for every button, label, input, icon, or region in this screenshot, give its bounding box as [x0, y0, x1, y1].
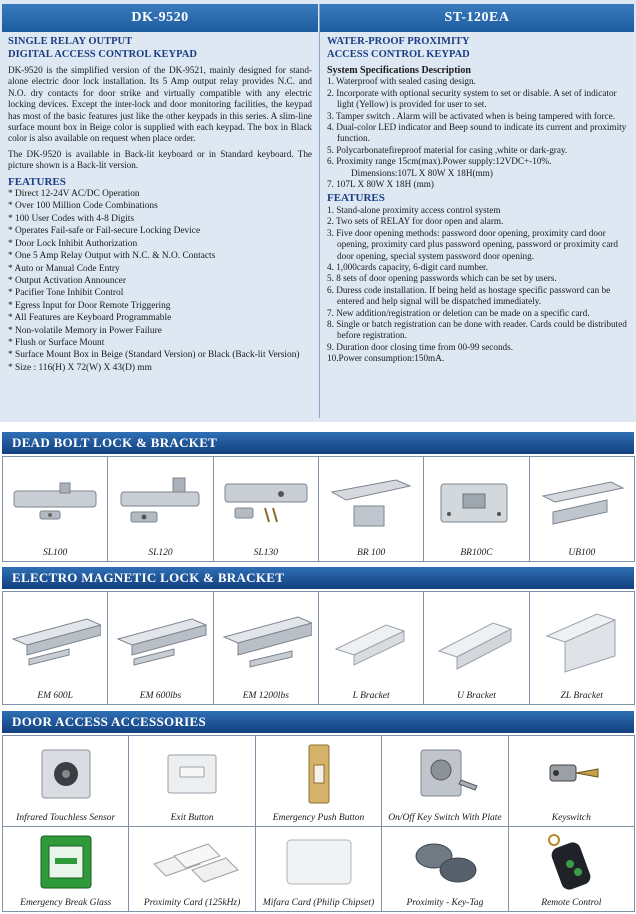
card-icon: [135, 833, 248, 891]
product-caption: Mifara Card (Philip Chipset): [262, 898, 375, 908]
st120ea-spec-list: [327, 76, 631, 190]
spec-item: 1. Waterproof with sealed casing design.: [327, 76, 476, 87]
dk9520-features-title: FEATURES: [8, 175, 66, 188]
product-cell: [508, 735, 635, 827]
product-caption: SL100: [43, 548, 68, 558]
product-cell: [2, 826, 129, 912]
sensor-icon: [9, 742, 122, 806]
bracket-icon: [536, 598, 628, 684]
product-caption: Emergency Push Button: [272, 813, 365, 823]
bracket-icon: [430, 463, 522, 541]
product-caption: Emergency Break Glass: [20, 898, 112, 908]
feature-item: * One 5 Amp Relay Output with N.C. & N.O. Contacts: [8, 251, 216, 262]
maglock-icon: [220, 598, 312, 684]
product-cell: [508, 826, 635, 912]
product-cell: [107, 456, 213, 562]
spec-item: 4. Dual-color LED indicator and Beep sound to indicate its current and proximity function.: [327, 122, 627, 144]
feature-item: 4. 1,000cards capacity, 6-digit card number.: [327, 261, 488, 272]
spec-item: 2. Incorporate with optional security system to set or disable. A set of indicator light (Yellow) is provided for user to set.: [327, 87, 617, 110]
product-cell: [2, 456, 108, 562]
deadbolt-icon: [114, 463, 206, 541]
product-caption: EM 600L: [37, 691, 73, 701]
product-caption: SL130: [253, 548, 278, 558]
product-caption: Remote Control: [541, 898, 602, 908]
feature-item: 8. Single or batch registration can be done with reader. Cards could be distributed before registration.: [327, 318, 627, 341]
dk9520-features-list: [8, 188, 312, 374]
keyswitch-icon: [515, 742, 628, 806]
feature-item: * Egress Input for Door Remote Triggering: [8, 300, 171, 311]
product-caption: Proximity Card (125kHz): [143, 898, 241, 908]
deadbolt-grid: [2, 456, 634, 562]
deadbolt-icon: [9, 463, 101, 541]
dk9520-header: DK-9520: [2, 4, 318, 32]
feature-item: 9. Duration door closing time from 00-99 seconds.: [327, 341, 514, 352]
feature-item: * Operates Fail-safe or Fail-secure Locking Device: [8, 226, 201, 237]
column-divider: [319, 4, 320, 418]
button-icon: [262, 742, 375, 806]
spec-item: 5. Polycarbonatefireproof material for casing ,white or dark-gray.: [327, 144, 568, 155]
dk9520-description: DK-9520 is the simplified version of the DK-9521, mainly designed for stand-alone electric door lock installation. Its 5 Amp output relay provides N.C. and N.O. dry contacts for door strike and virtually compatible with any electric locking devices. Except the inter-lock and door monitoring facilities, the keypad has most of the basic features just like the other keypads in this series. A slim-line surface mount box in Beige color is supplied with each keypad. The box in Black color is also available on request when place order.: [8, 65, 312, 144]
product-cell: [423, 456, 529, 562]
product-cell: [423, 591, 529, 705]
product-caption: EM 1200lbs: [242, 691, 289, 701]
feature-item: * Output Activation Announcer: [8, 275, 126, 286]
product-cell: [255, 735, 382, 827]
product-caption: BR 100: [357, 548, 386, 558]
feature-item: * All Features are Keyboard Programmable: [8, 313, 172, 324]
feature-item: * Over 100 Million Code Combinations: [8, 201, 158, 212]
feature-item: 7. New addition/registration or deletion can be made on a specific card.: [327, 307, 590, 318]
product-caption: SL120: [148, 548, 173, 558]
feature-item: * Non-volatile Memory in Power Failure: [8, 325, 162, 336]
maglock-icon: [114, 598, 206, 684]
product-caption: Exit Button: [170, 813, 214, 823]
feature-item: * Pacifier Tone Inhibit Control: [8, 288, 124, 299]
feature-item: * Size : 116(H) X 72(W) X 43(D) mm: [8, 362, 152, 373]
feature-item: 5. 8 sets of door opening passwords which can be set by users.: [327, 273, 557, 284]
feature-item: 1. Stand-alone proximity access control system: [327, 204, 501, 215]
deadbolt-icon: [220, 463, 312, 541]
feature-item: 3. Five door opening methods: password door opening, proximity card door opening, proximity card plus password opening, password or proximity card door opening, special system password door opening.: [327, 227, 618, 261]
product-cell: [213, 456, 319, 562]
dk9520-column: [8, 36, 312, 374]
break-glass-icon: [9, 833, 122, 891]
bracket-icon: [325, 598, 417, 684]
remote-icon: [515, 833, 628, 891]
bracket-icon: [536, 463, 628, 541]
spec-item: 6. Proximity range 15cm(max).Power supply:12VDC+-10%.: [327, 156, 552, 167]
product-caption: Proximity - Key-Tag: [406, 898, 484, 908]
maglock-grid: [2, 591, 634, 705]
st120ea-column: [327, 36, 631, 365]
feature-item: 2. Two sets of RELAY for door open and alarm.: [327, 216, 504, 227]
dk9520-subtitle-1: SINGLE RELAY OUTPUT: [8, 36, 133, 47]
product-caption: BR100C: [460, 548, 493, 558]
spec-item: 3. Tamper switch . Alarm will be activated when is being tampered with force.: [327, 110, 615, 121]
st120ea-header: ST-120EA: [320, 4, 634, 32]
feature-item: * Direct 12-24V AC/DC Operation: [8, 189, 140, 200]
spec-item: Dimensions:107L X 80W X 18H(mm): [351, 167, 493, 178]
feature-item: * Auto or Manual Code Entry: [8, 263, 120, 274]
accessories-row-2: [2, 826, 634, 912]
product-cell: [2, 735, 129, 827]
feature-item: * Flush or Surface Mount: [8, 337, 105, 348]
accessories-section-title: DOOR ACCESS ACCESSORIES: [2, 711, 634, 733]
product-caption: U Bracket: [457, 691, 496, 701]
product-caption: L Bracket: [352, 691, 390, 701]
product-cell: [381, 826, 508, 912]
deadbolt-section-title: DEAD BOLT LOCK & BRACKET: [2, 432, 634, 454]
keyswitch-icon: [388, 742, 501, 806]
card-icon: [262, 833, 375, 891]
dk9520-backlit-note: The DK-9520 is available in Back-lit keyboard or in Standard keyboard. The picture shown is a Back-lit version.: [8, 148, 312, 171]
st120ea-features-list: [327, 205, 631, 365]
product-caption: ZL Bracket: [560, 691, 603, 701]
feature-item: * 100 User Codes with 4-8 Digits: [8, 213, 135, 224]
button-icon: [135, 742, 248, 806]
product-cell: [318, 456, 424, 562]
feature-item: 6. Duress code installation. If being held as hostage specific password can be entered and help signal will be dispatched immediately.: [327, 284, 611, 307]
accessories-row-1: [2, 735, 634, 827]
product-cell: [255, 826, 382, 912]
product-cell: [107, 591, 213, 705]
product-cell: [128, 735, 255, 827]
product-cell: [318, 591, 424, 705]
feature-item: * Surface Mount Box in Beige (Standard Version) or Black (Back-lit Version): [8, 350, 300, 361]
dk9520-subtitle-2: DIGITAL ACCESS CONTROL KEYPAD: [8, 48, 197, 60]
maglock-section-title: ELECTRO MAGNETIC LOCK & BRACKET: [2, 567, 634, 589]
product-caption: On/Off Key Switch With Plate: [388, 813, 502, 823]
product-caption: Keyswitch: [551, 813, 591, 823]
product-cell: [529, 591, 635, 705]
bracket-icon: [325, 463, 417, 541]
bracket-icon: [430, 598, 522, 684]
feature-item: * Door Lock Inhibit Authorization: [8, 238, 138, 249]
product-cell: [213, 591, 319, 705]
st120ea-subtitle-2: ACCESS CONTROL KEYPAD: [327, 48, 470, 60]
st120ea-spec-title: System Specifications Description: [327, 65, 471, 76]
product-caption: Infrared Touchless Sensor: [16, 813, 116, 823]
feature-item: 10.Power consumption:150mA.: [327, 353, 445, 364]
product-caption: UB100: [568, 548, 596, 558]
product-cell: [2, 591, 108, 705]
spec-item: 7. 107L X 80W X 18H (mm): [327, 179, 434, 190]
maglock-icon: [9, 598, 101, 684]
product-cell: [381, 735, 508, 827]
product-cell: [529, 456, 635, 562]
product-caption: EM 600lbs: [139, 691, 182, 701]
keytag-icon: [388, 833, 501, 891]
st120ea-features-title: FEATURES: [327, 192, 385, 205]
product-cell: [128, 826, 255, 912]
st120ea-subtitle-1: WATER-PROOF PROXIMITY: [327, 36, 470, 47]
